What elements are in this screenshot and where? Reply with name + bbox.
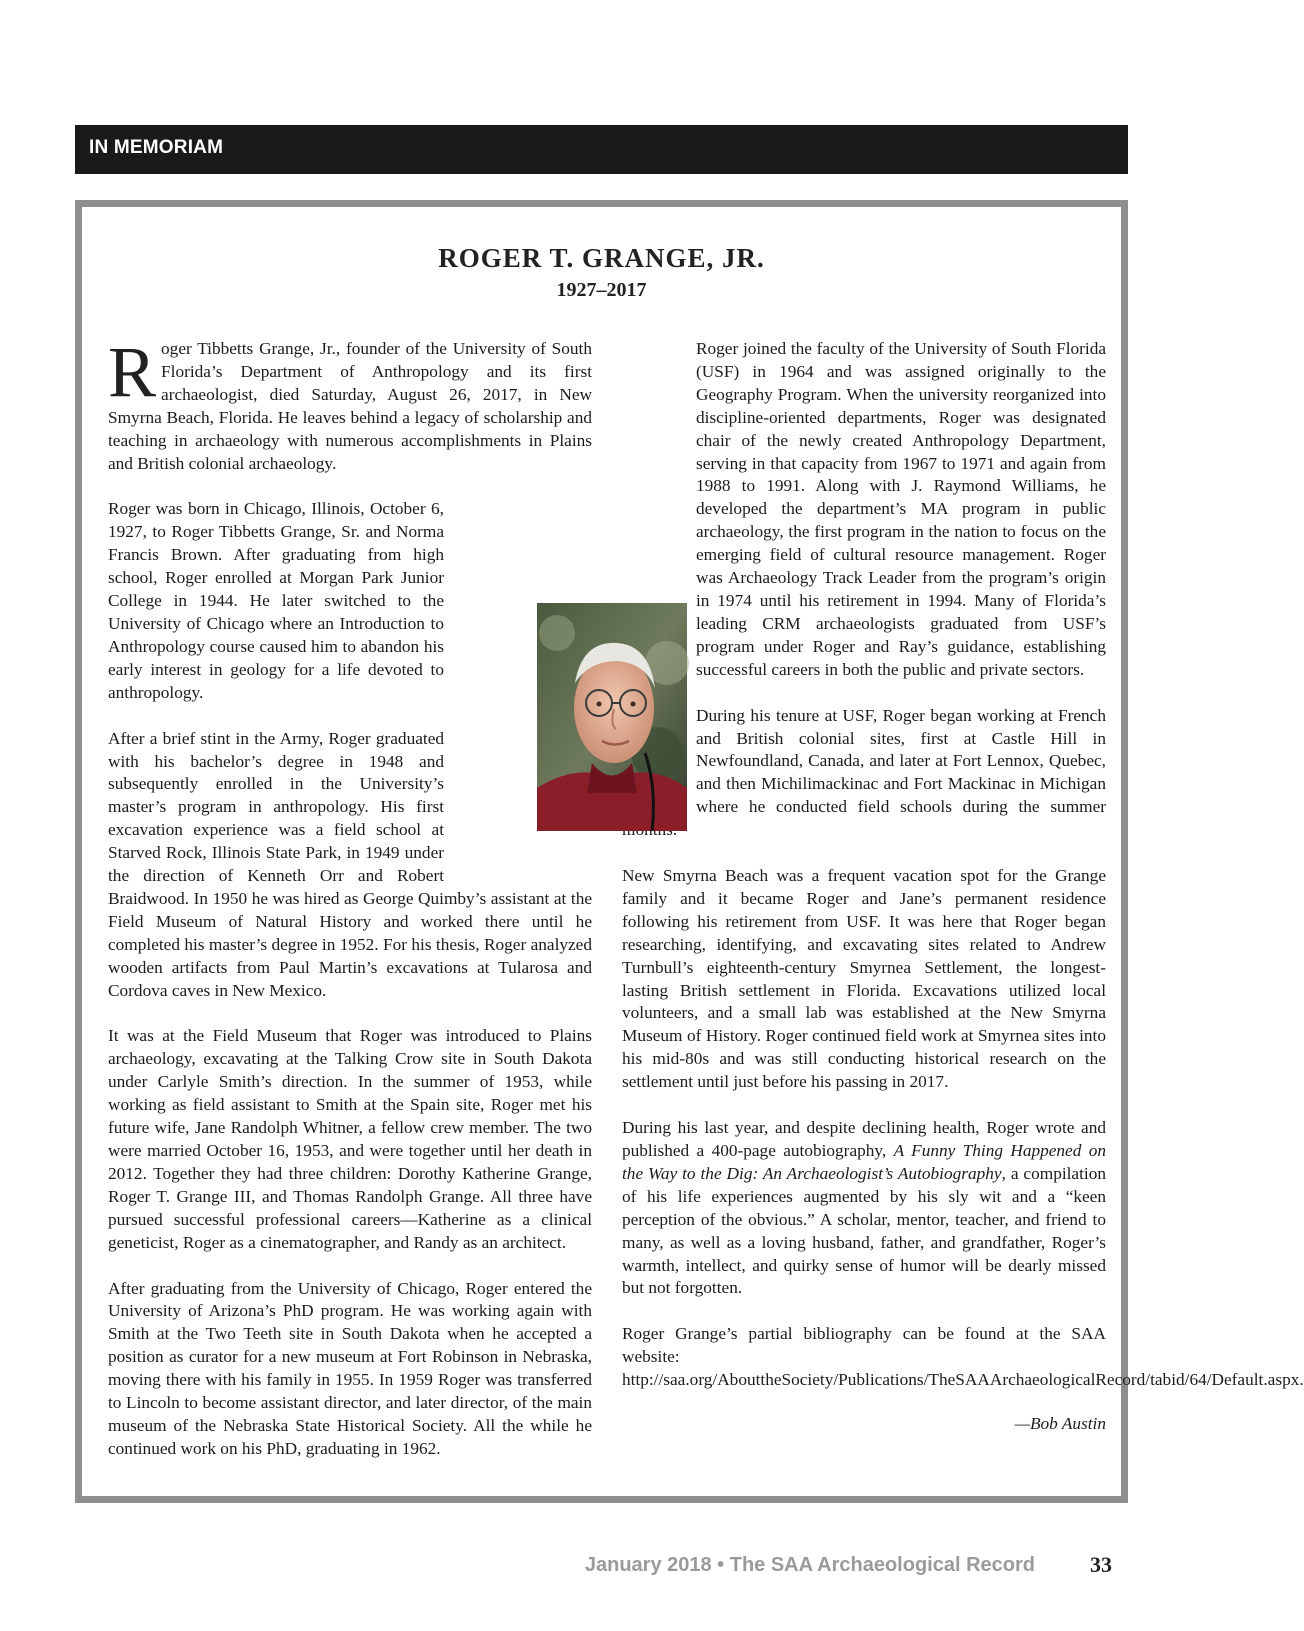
paragraph: During his tenure at USF, Roger began working at French and British colonial sites, first at Castle Hill in Newfoundland, Canada, and later at Fort Lennox, Quebec, and then Michilimackinac and Fort Mackinac in Michigan where he conducted field schools during the summer [696,705,1106,817]
page-number: 33 [1090,1552,1112,1577]
signature: —Bob Austin [1014,1414,1106,1434]
portrait-photo [537,603,687,831]
paragraph [108,332,592,475]
article-frame [75,200,1304,1503]
paragraph: After a brief stint in the Army, Roger graduated with his bachelor’s degree in 1948 and subsequently enrolled in the University’s master’s program in anthropology. His first excavation experience was a field school at Starved Rock, Illinois State Park, in 1949 under the direction of Kenneth Orr and Robert Braidwood. In 1950 he was hired as George Quimby’s assistant at the Field Museum of Natural History and worked there until he completed his master’s degree in 1952. For his thesis, Roger analyzed wooden artifacts from Paul Martin’s excavations at Tularosa and Cordova caves in New Mexico. [108,728,592,1000]
article-title: ROGER T. GRANGE, JR. [438,243,765,273]
paragraph-text: During his last year, and despite declining health, Roger wrote and published a 400-page autobiography, [622,1118,1106,1160]
section-label: IN MEMORIAM [89,137,224,158]
paragraph: It was at the Field Museum that Roger was introduced to Plains archaeology, excavating at the Talking Crow site in South Dakota under Carlyle Smith’s direction. In the summer of 1953, while working as field assistant to Smith at the Spain site, Roger met his future wife, Jane Randolph Whitner, a fellow crew member. The two were married October 16, 1953, and were together until her death in 2012. Together they had three children: Dorothy Katherine Grange, Roger T. Grange III, and Thomas Randolph Grange. All three have pursued successful professional careers—Katherine as a clinical geneticist, Roger as a cinematographer, and Randy as an architect. [108,1026,592,1252]
book-title: A Funny Thing Happened on the Way to the Dig: An Archaeologist’s Autobiography [622,1141,1106,1183]
paragraph: Roger joined the faculty of the University of South Florida (USF) in 1964 and was assigned originally to the Geography Program. When the university reorganized into discipline-oriented departments, Roger was designated chair of the newly created Anthropology Department, serving in that capacity from 1967 to 1971 and again from 1988 to 1991. Along with J. Raymond Williams, he developed the department’s MA program in public archaeology, the first program in the nation to focus on the emerging field of cultural resource management. Roger was Archaeology Track Leader from the program’s origin in 1974 until his retirement in 1994. Many of Florida’s leading CRM archaeologists graduated from USF’s program under Roger and Ray’s guidance, establishing successful careers in both the public and private sectors. [696,339,1106,679]
paragraph [622,1117,1106,1300]
paragraph: Roger was born in Chicago, Illinois, October 6, 1927, to Roger Tibbetts Grange, Sr. and Norma Francis Brown. After graduating from high school, Roger enrolled at Morgan Park Junior College in 1944. He later switched to the University of Chicago where an Introduction to Anthropology course caused him to abandon his early interest in geology for a life devoted to anthropology. [108,499,444,702]
article-years: 1927–2017 [556,279,647,301]
paragraph: After graduating from the University of Chicago, Roger entered the University of Arizona’s PhD program. He was working again with Smith at the Two Teeth site in South Dakota when he accepted a position as curator for a new museum at Fort Robinson in Nebraska, moving there with his family in 1955. In 1959 Roger was transferred to Lincoln to become assistant director, and later director, of the main museum of the Nebraska State Historical Society. All the while he continued work on his PhD, graduating in 1962. [108,1278,592,1458]
journal-name: January 2018 • The SAA Archaeological Record [584,1554,1035,1576]
drop-cap: R [108,332,157,412]
page-footer [0,1550,1200,1590]
right-column [622,338,1304,1436]
left-column [108,332,592,1484]
paragraph: Roger Grange’s partial bibliography can be found at the SAA website: http://saa.org/AbouttheSociety/Publications/TheSAAArchaeologicalRecord/tabid/64/Default.aspx. [622,1324,1304,1390]
paragraph-text: , a compilation of his life experiences augmented by his sly wit and a “keen perception of the obvious.” A scholar, mentor, teacher, and friend to many, as well as a loving husband, father, and grandfather, Roger’s warmth, intellect, and quirky sense of humor will be dearly missed but not forgotten. [622,1163,1106,1298]
paragraph: New Smyrna Beach was a frequent vacation spot for the Grange family and it became Roger and Jane’s permanent residence following his retirement from USF. It was here that Roger began researching, identifying, and excavating sites related to Andrew Turnbull’s eighteenth-century Smyrnea Settlement, the longest-lasting British settlement in Florida. Excavations utilized local volunteers, and a small lab was established at the New Smyrna Museum of History. Roger continued field work at Smyrnea sites into his mid-80s and was still conducting historical research on the settlement until just before his passing in 2017. [622,866,1106,1092]
section-banner [75,125,1128,174]
paragraph-text: oger Tibbetts Grange, Jr., founder of the University of South Florida’s Department of Anthropology and its first archaeologist, died Saturday, August 26, 2017, in New Smyrna Beach, Florida. He leaves behind a legacy of scholarship and teaching in archaeology with numerous accomplishments in Plains and British colonial archaeology. [108,339,592,473]
